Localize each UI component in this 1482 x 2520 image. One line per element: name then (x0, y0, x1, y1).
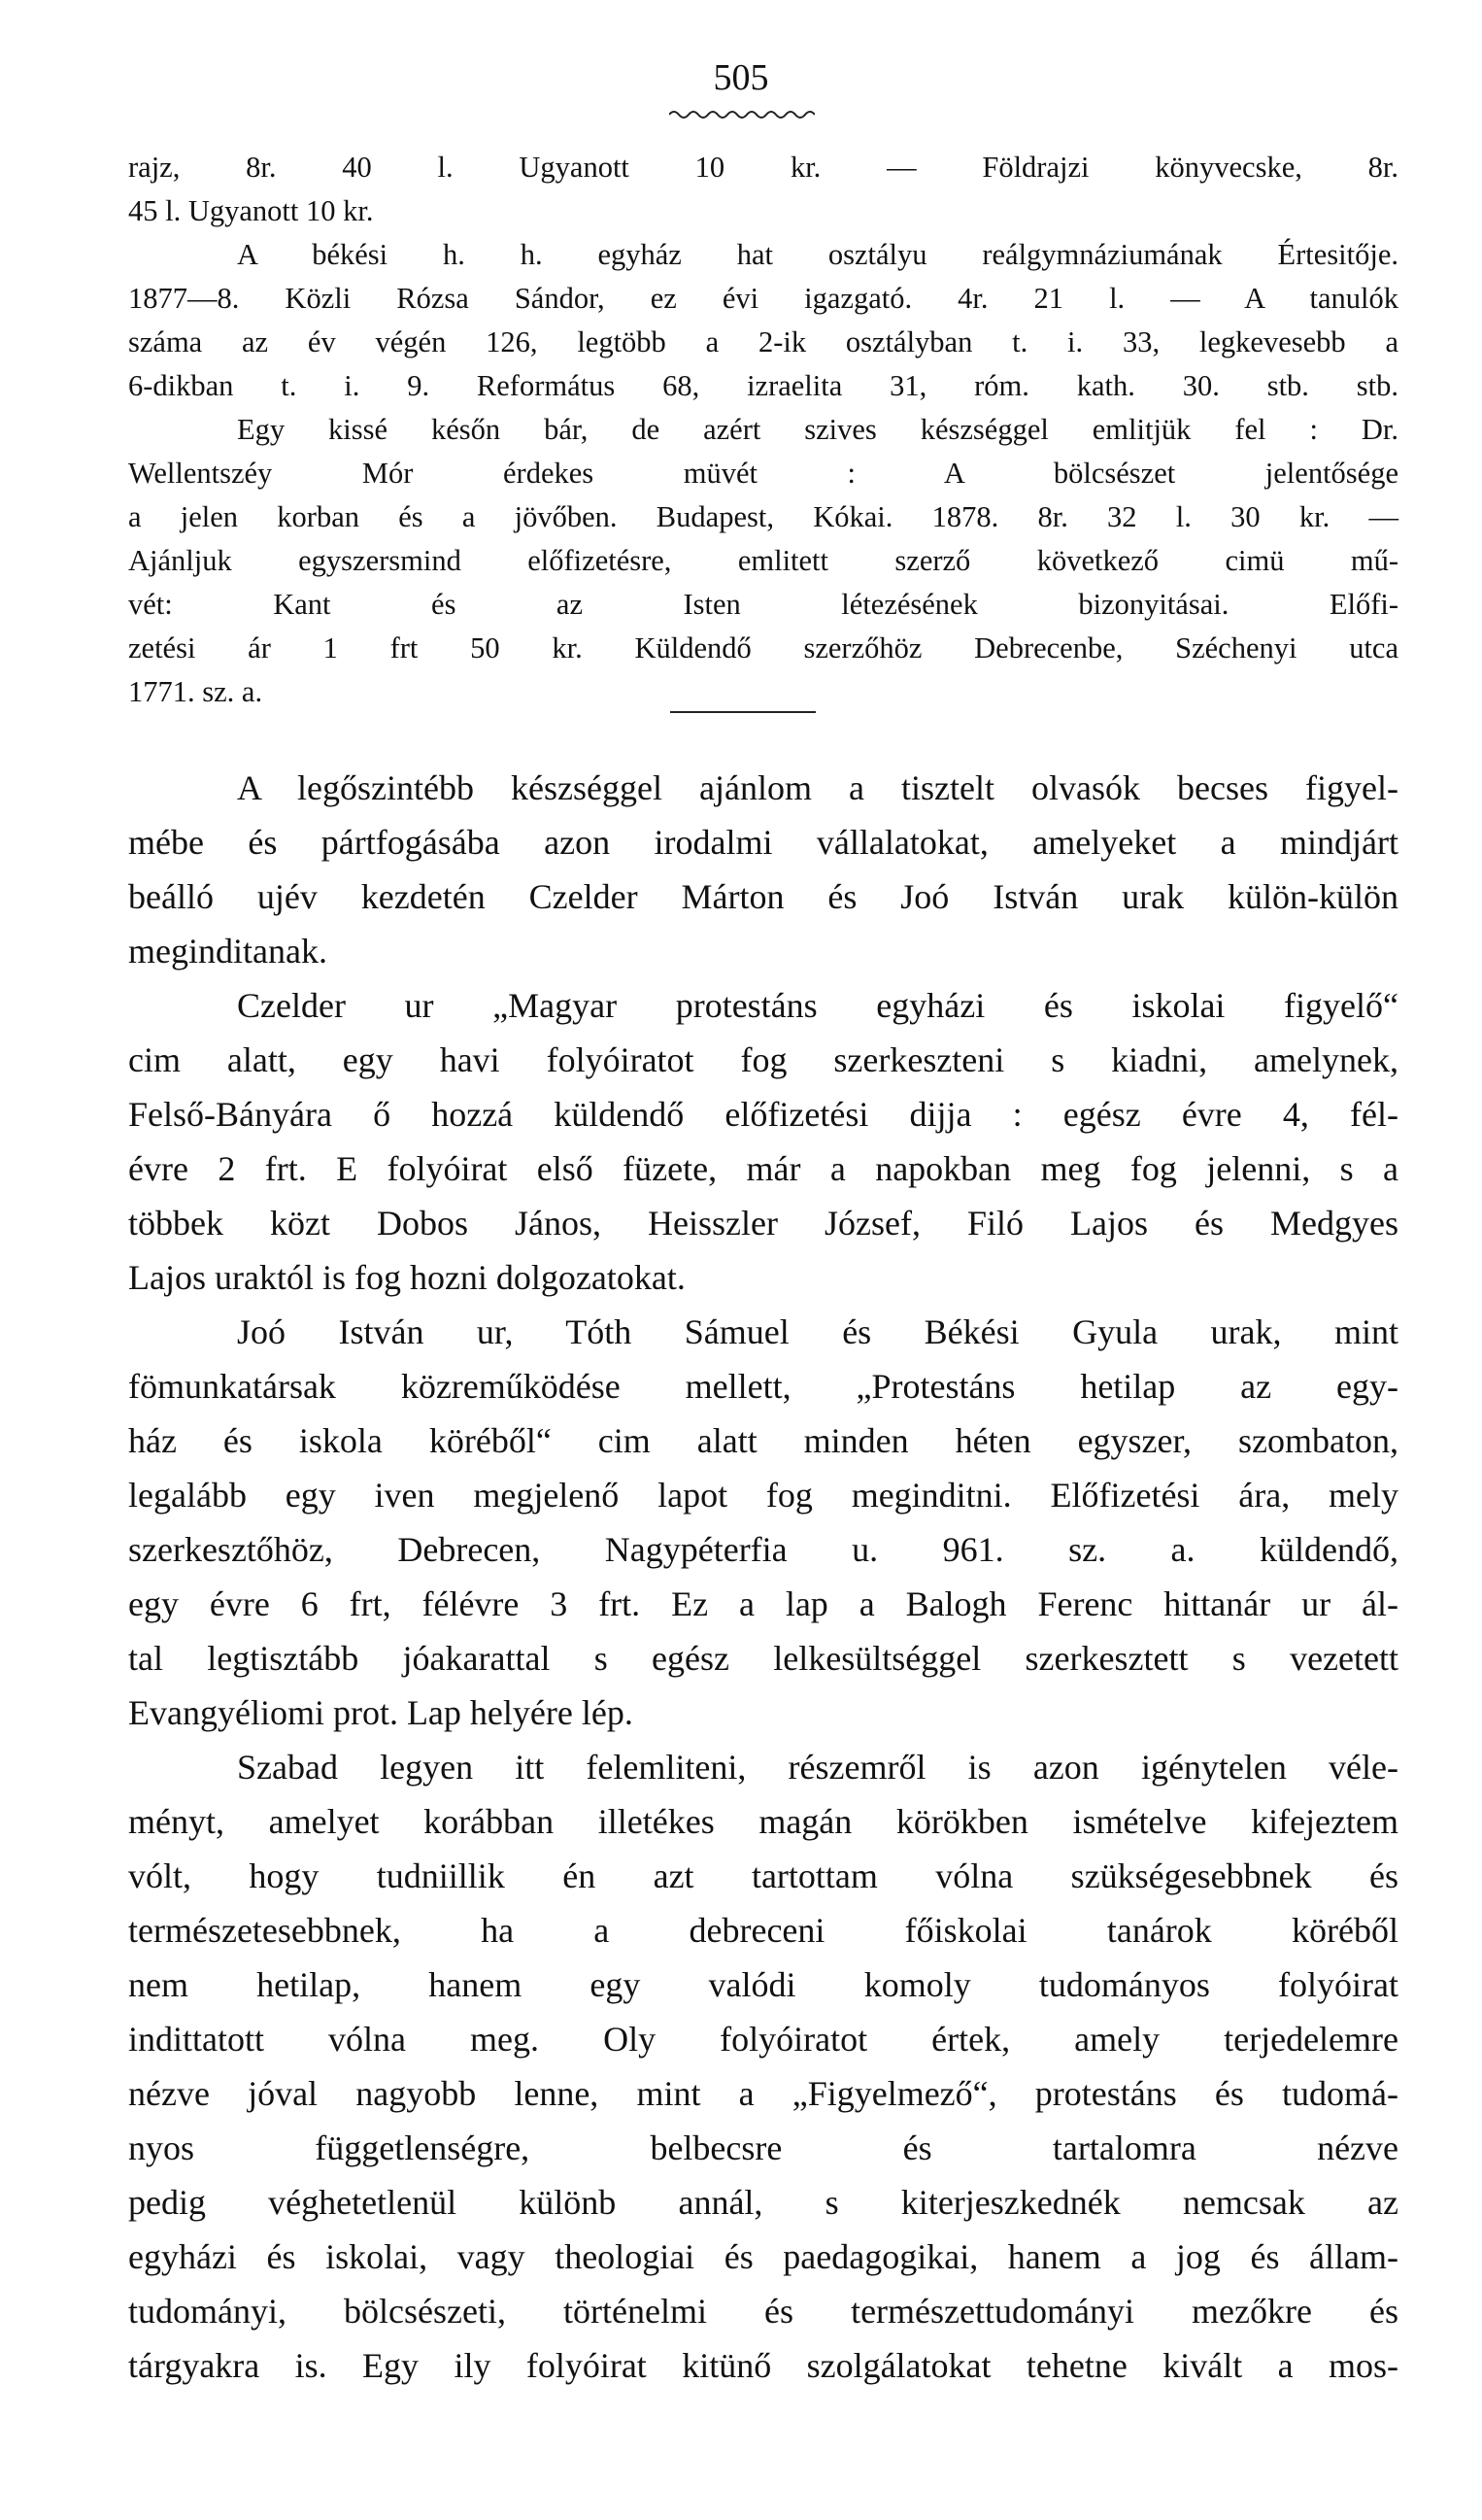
body-line: nem hetilap, hanem egy valódi komoly tudományos folyóirat (128, 1965, 1398, 2004)
note-line: vét: Kant és az Isten létezésének bizonyitásai. Előfi- (128, 588, 1398, 621)
body-line: meginditanak. (128, 932, 327, 971)
body-line: Felső-Bányára ő hozzá küldendő előfizetési dijja : egész évre 4, fél- (128, 1095, 1398, 1134)
main-body (128, 761, 1398, 2393)
body-line: ház és iskola köréből“ cim alatt minden héten egyszer, szombaton, (128, 1421, 1398, 1460)
note-line: a jelen korban és a jövőben. Budapest, Kókai. 1878. 8r. 32 l. 30 kr. — (128, 500, 1398, 533)
body-line: Lajos uraktól is fog hozni dolgozatokat. (128, 1258, 686, 1297)
body-line: ményt, amelyet korábban illetékes magán körökben ismételve kifejeztem (128, 1802, 1398, 1841)
note-line: Egy kissé későn bár, de azért szives készséggel emlitjük fel : Dr. (237, 413, 1398, 446)
note-line: száma az év végén 126, legtöbb a 2-ik osztályban t. i. 33, legkevesebb a (128, 325, 1398, 358)
body-line: vólt, hogy tudniillik én azt tartottam vólna szükségesebbnek és (128, 1856, 1398, 1895)
note-line: 6-dikban t. i. 9. Református 68, izraelita 31, róm. kath. 30. stb. stb. (128, 369, 1398, 402)
body-line: cim alatt, egy havi folyóiratot fog szerkeszteni s kiadni, amelynek, (128, 1040, 1398, 1079)
note-line: 45 l. Ugyanott 10 kr. (128, 194, 374, 227)
body-line: egyházi és iskolai, vagy theologiai és paedagogikai, hanem a jog és állam- (128, 2237, 1398, 2276)
wavy-ornament (669, 109, 815, 120)
body-line: tal legtisztább jóakarattal s egész lelkesültséggel szerkesztett s vezetett (128, 1639, 1398, 1678)
body-line: pedig véghetetlenül különb annál, s kiterjeszkednék nemcsak az (128, 2183, 1398, 2222)
body-line: nyos függetlenségre, belbecsre és tartalomra nézve (128, 2128, 1398, 2167)
note-line: 1877—8. Közli Rózsa Sándor, ez évi igazgató. 4r. 21 l. — A tanulók (128, 282, 1398, 315)
body-line: tárgyakra is. Egy ily folyóirat kitünő szolgálatokat tehetne kivált a mos- (128, 2346, 1398, 2385)
body-line: A legőszintébb készséggel ajánlom a tisztelt olvasók becses figyel- (237, 768, 1398, 807)
body-line: egy évre 6 frt, félévre 3 frt. Ez a lap a Balogh Ferenc hittanár ur ál- (128, 1584, 1398, 1623)
note-line: zetési ár 1 frt 50 kr. Küldendő szerzőhöz Debrecenbe, Széchenyi utca (128, 631, 1398, 664)
body-line: legalább egy iven megjelenő lapot fog meginditni. Előfizetési ára, mely (128, 1476, 1398, 1515)
body-line: Czelder ur „Magyar protestáns egyházi és iskolai figyelő“ (237, 986, 1398, 1025)
note-line: 1771. sz. a. (128, 675, 263, 708)
page-number: 505 (713, 57, 769, 98)
note-line: A békési h. h. egyház hat osztályu reálgymnáziumának Értesitője. (237, 238, 1398, 271)
body-line: tudományi, bölcsészeti, történelmi és természettudományi mezőkre és (128, 2292, 1398, 2331)
body-line: indittatott vólna meg. Oly folyóiratot értek, amely terjedelemre (128, 2020, 1398, 2059)
note-line: rajz, 8r. 40 l. Ugyanott 10 kr. — Földrajzi könyvecske, 8r. (128, 151, 1398, 184)
body-line: Evangyéliomi prot. Lap helyére lép. (128, 1693, 633, 1732)
body-line: többek közt Dobos János, Heisszler József, Filó Lajos és Medgyes (128, 1204, 1398, 1243)
notes-section (128, 146, 1398, 714)
body-line: nézve jóval nagyobb lenne, mint a „Figyelmező“, protestáns és tudomá- (128, 2074, 1398, 2113)
body-line: természetesebbnek, ha a debreceni főiskolai tanárok köréből (128, 1911, 1398, 1950)
body-line: évre 2 frt. E folyóirat első füzete, már a napokban meg fog jelenni, s a (128, 1149, 1398, 1188)
note-line: Wellentszéy Mór érdekes müvét : A bölcsészet jelentősége (128, 457, 1398, 490)
body-line: szerkesztőhöz, Debrecen, Nagypéterfia u. 961. sz. a. küldendő, (128, 1530, 1398, 1569)
body-line: Joó István ur, Tóth Sámuel és Békési Gyula urak, mint (237, 1312, 1398, 1351)
note-line: Ajánljuk egyszersmind előfizetésre, emlitett szerző következő cimü mű- (128, 544, 1398, 577)
body-line: mébe és pártfogásába azon irodalmi vállalatokat, amelyeket a mindjárt (128, 823, 1398, 862)
separator-rule (670, 711, 816, 713)
body-line: Szabad legyen itt felemliteni, részemről is azon igénytelen véle- (237, 1748, 1398, 1787)
body-line: fömunkatársak közreműködése mellett, „Protestáns hetilap az egy- (128, 1367, 1398, 1406)
body-line: beálló ujév kezdetén Czelder Márton és Joó István urak külön-külön (128, 877, 1398, 916)
